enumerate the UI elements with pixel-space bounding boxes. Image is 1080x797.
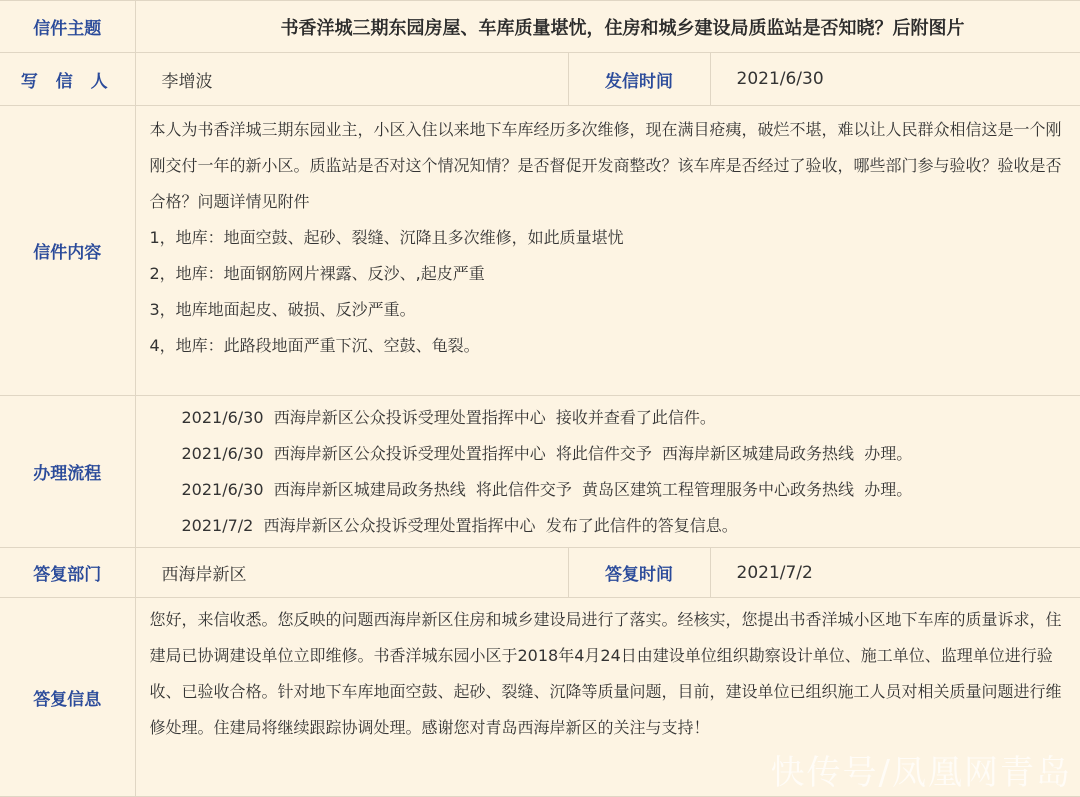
content-row: [0, 106, 1080, 396]
reply-label: 答复信息: [0, 598, 135, 797]
process-step: 2021/7/2 西海岸新区公众投诉受理处置指挥中心 发布了此信件的答复信息。: [181, 515, 738, 535]
reply-row: [0, 598, 1080, 797]
reply-dept-label: 答复部门: [0, 548, 135, 598]
process-label: 办理流程: [0, 396, 135, 548]
writer-label: 写 信 人: [0, 53, 135, 106]
send-time-label: 发信时间: [568, 53, 710, 106]
process-step: 2021/6/30 西海岸新区公众投诉受理处置指挥中心 接收并查看了此信件。: [181, 407, 716, 427]
content-issue-item: 1，地库：地面空鼓、起砂、裂缝、沉降且多次维修，如此质量堪忧: [149, 228, 624, 247]
process-step: 2021/6/30 西海岸新区公众投诉受理处置指挥中心 将此信件交予 西海岸新区城建局政务热线 办理。: [181, 443, 913, 463]
content-issue-item: 4，地库：此路段地面严重下沉、空鼓、龟裂。: [149, 336, 480, 355]
subject-row: [0, 1, 1080, 53]
subject-label: 信件主题: [0, 1, 135, 53]
reply-time-label: 答复时间: [568, 548, 710, 598]
content-issue-list: [150, 220, 1066, 364]
reply-text: 您好，来信收悉。您反映的问题西海岸新区住房和城乡建设局进行了落实。经核实，您提出书香洋城小区地下车库的质量诉求，住建局已协调建设单位立即维修。书香洋城东园小区于2018年4月24日由建设单位组织勘察设计单位、施工单位、监理单位进行验收、已验收合格。针对地下车库地面空鼓、起砂、裂缝、沉降等质量问题，目前，建设单位已组织施工人员对相关质量问题进行维修处理。住建局将继续跟踪协调处理。感谢您对青岛西海岸新区的关注与支持！: [135, 598, 1080, 797]
process-steps: [135, 396, 1080, 548]
content-issue-item: 2，地库：地面钢筋网片裸露、反沙、,起皮严重: [149, 264, 485, 283]
letter-content: [135, 106, 1080, 396]
watermark-text: 快传号/凤凰网青岛: [770, 753, 1072, 793]
reply-time-value: 2021/7/2: [710, 548, 1080, 598]
content-label: 信件内容: [0, 106, 135, 396]
writer-name: 李增波: [135, 53, 568, 106]
writer-row: [0, 53, 1080, 106]
send-time-value: 2021/6/30: [710, 53, 1080, 106]
content-paragraph: 本人为书香洋城三期东园业主，小区入住以来地下车库经历多次维修，现在满目疮痍，破烂不堪，难以让人民群众相信这是一个刚刚交付一年的新小区。质监站是否对这个情况知情？是否督促开发商整改？该车库是否经过了验收，哪些部门参与验收？验收是否合格？问题详情见附件: [149, 120, 1062, 211]
process-step: 2021/6/30 西海岸新区城建局政务热线 将此信件交予 黄岛区建筑工程管理服务中心政务热线 办理。: [181, 479, 913, 499]
content-issue-item: 3，地库地面起皮、破损、反沙严重。: [149, 300, 416, 319]
process-row: [0, 396, 1080, 548]
reply-dept-value: 西海岸新区: [135, 548, 568, 598]
subject-title: 书香洋城三期东园房屋、车库质量堪忧，住房和城乡建设局质监站是否知晓？后附图片: [135, 1, 1080, 53]
reply-dept-row: [0, 548, 1080, 598]
